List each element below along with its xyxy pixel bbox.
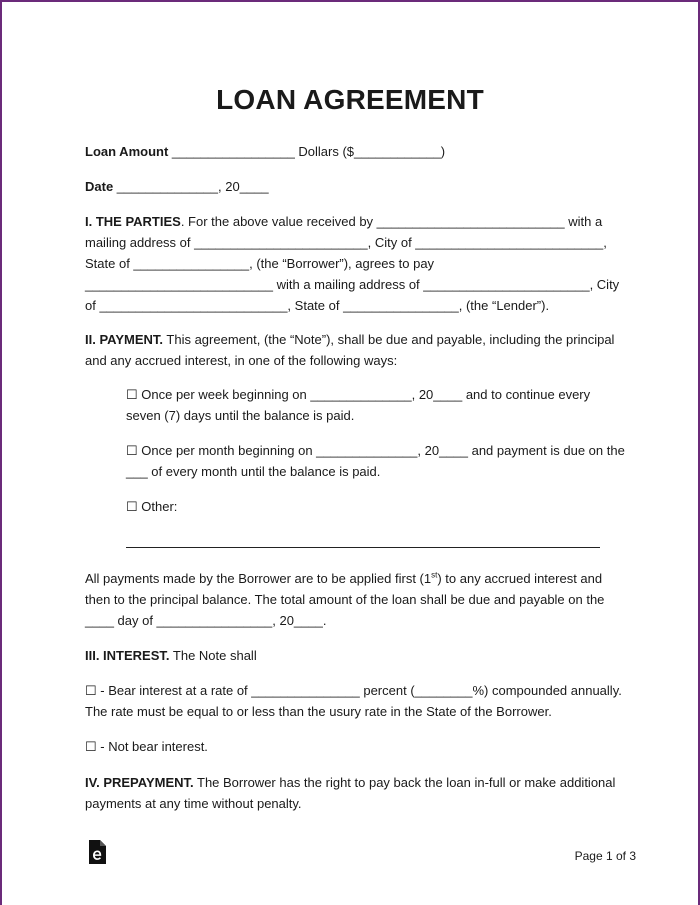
payment-heading: II. PAYMENT.	[85, 332, 164, 347]
loan-amount-label: Loan Amount	[85, 144, 169, 159]
payment-text: This agreement, (the “Note”), shall be due and payable, including the principal and any accrued interest, in one of the following ways:	[85, 332, 615, 368]
payment-application-text-2: ) to any accrued interest and then to the principal balance. The total amount of the loan shall be due and payable on the ____ day of ________________, 20____.	[85, 571, 605, 628]
prepayment-section	[85, 772, 625, 814]
page-number: Page 1 of 3	[574, 849, 636, 863]
payment-option-monthly: ☐ Once per month beginning on ______________, 20____ and payment is due on the ___ of every month until the balance is paid.	[126, 443, 625, 479]
payment-section	[85, 329, 625, 371]
date-label: Date	[85, 179, 114, 194]
payment-application-superscript: st	[431, 570, 438, 580]
loan-amount-line	[85, 141, 625, 162]
payment-option-weekly: ☐ Once per week beginning on ______________, 20____ and to continue every seven (7) days until the balance is paid.	[126, 387, 591, 423]
interest-heading: III. INTEREST.	[85, 648, 170, 663]
document-title: LOAN AGREEMENT	[216, 84, 484, 115]
other-blank-line	[126, 547, 600, 548]
interest-text: The Note shall	[169, 648, 257, 663]
interest-section	[85, 645, 625, 666]
payment-application-paragraph	[85, 568, 625, 631]
prepayment-heading: IV. PREPAYMENT.	[85, 775, 194, 790]
loan-amount-text: _________________ Dollars ($____________)	[168, 144, 446, 159]
parties-heading: I. THE PARTIES	[85, 214, 181, 229]
payment-option-other: ☐ Other:	[126, 499, 178, 514]
prepayment-text: The Borrower has the right to pay back the loan in-full or make additional payments at any time without penalty.	[85, 775, 616, 811]
interest-option-not-bear: ☐ - Not bear interest.	[85, 739, 208, 754]
parties-section	[85, 211, 625, 316]
payment-application-text-1: All payments made by the Borrower are to be applied first (1	[85, 571, 432, 586]
date-text: ______________, 20____	[113, 179, 269, 194]
parties-text: . For the above value received by __________________________ with a mailing address of ________________________, City of __________________________, State of ________________, (the “Borrower”), agrees to pay __________________________ with a mailing address of _______________________, City of __________________________, State of ________________, (the “Lender”).	[85, 214, 620, 313]
date-line	[85, 176, 625, 197]
esign-logo-icon	[88, 840, 106, 864]
interest-option-bear: ☐ - Bear interest at a rate of _______________ percent (________%) compounded annually. The rate must be equal to or less than the usury rate in the State of the Borrower.	[85, 683, 622, 719]
